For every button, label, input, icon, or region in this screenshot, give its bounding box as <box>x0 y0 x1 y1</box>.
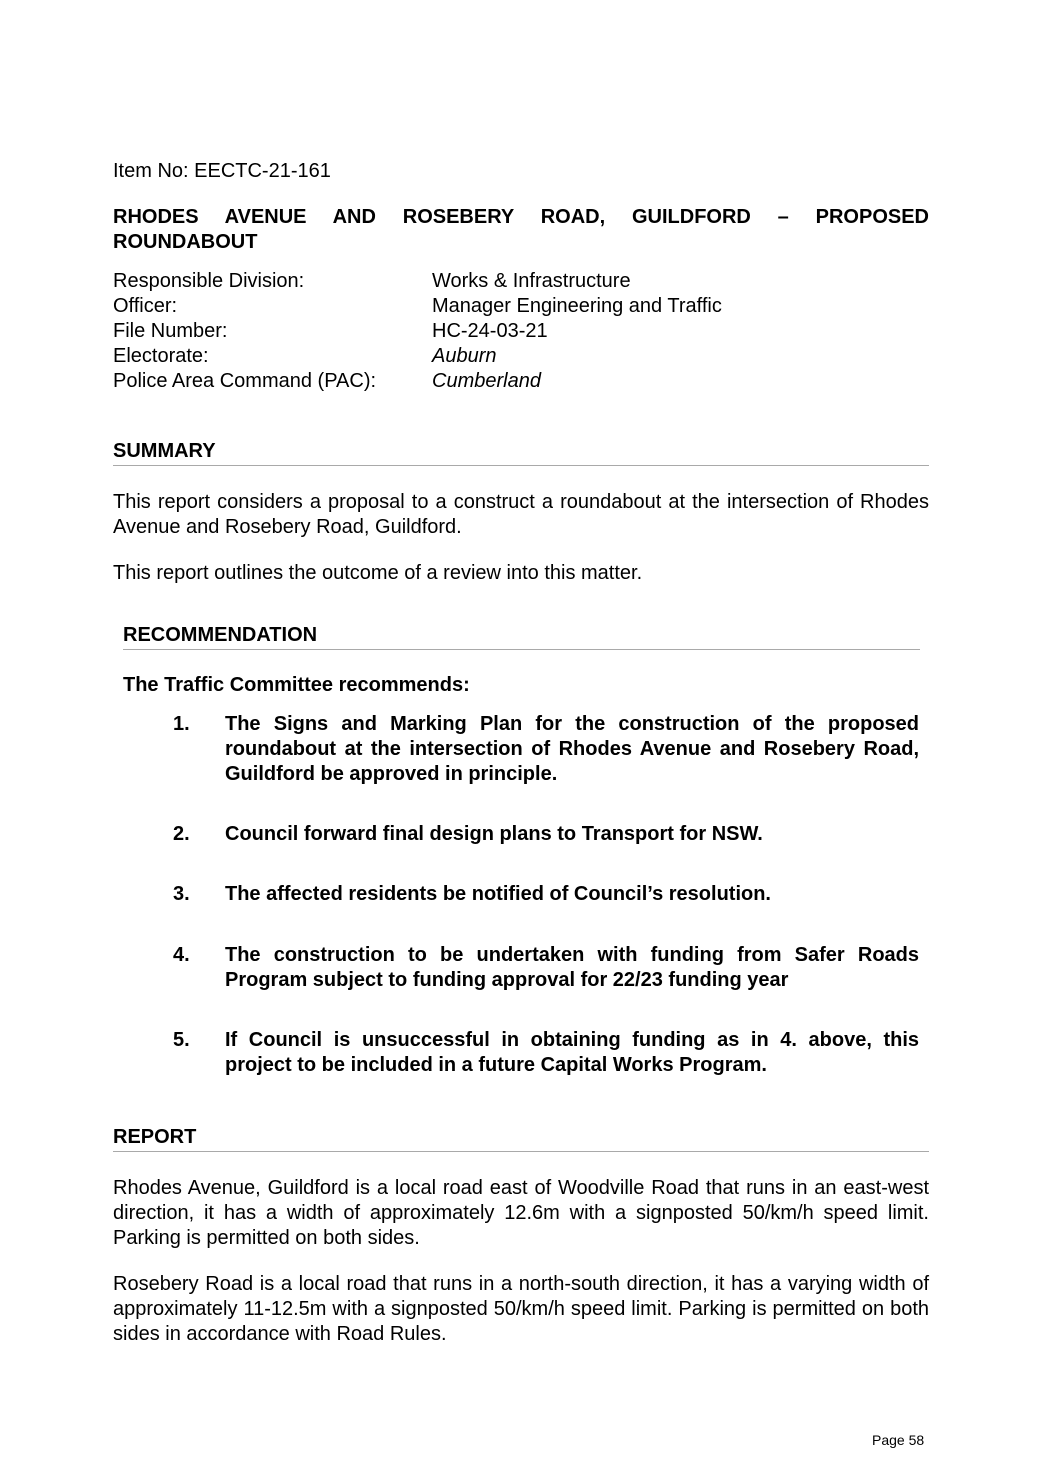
item-number-label: 5. <box>173 1029 190 1051</box>
recommendation-item <box>173 1028 919 1078</box>
report-heading: REPORT <box>113 1126 929 1152</box>
summary-heading: SUMMARY <box>113 440 929 466</box>
meta-label: Officer: <box>113 295 178 317</box>
summary-paragraph: This report outlines the outcome of a review into this matter. <box>113 562 643 584</box>
recommendation-item <box>173 712 919 787</box>
recommendation-intro: The Traffic Committee recommends: <box>123 674 470 696</box>
report-title: RHODES AVENUE AND ROSEBERY ROAD, GUILDFORD – PROPOSED ROUNDABOUT <box>113 206 929 253</box>
meta-value: Cumberland <box>432 370 541 392</box>
report-paragraph: Rhodes Avenue, Guildford is a local road east of Woodville Road that runs in an east-west direction, it has a width of approximately 12.6m with a signposted 50/km/h speed limit. Parking is permitted on both sides. <box>113 1177 929 1249</box>
item-number-label: 1. <box>173 713 190 735</box>
meta-row-pac <box>113 369 722 394</box>
metadata-table <box>113 269 722 394</box>
recommendation-item <box>173 882 919 907</box>
meta-row-officer <box>113 294 722 319</box>
meta-label: Electorate: <box>113 345 209 367</box>
item-number-label: 3. <box>173 883 190 905</box>
meta-value: HC-24-03-21 <box>432 320 548 342</box>
item-text: The construction to be undertaken with funding from Safer Roads Program subject to funding approval for 22/23 funding year <box>225 944 919 991</box>
item-number-label: 4. <box>173 944 190 966</box>
summary-paragraph: This report considers a proposal to a construct a roundabout at the intersection of Rhodes Avenue and Rosebery Road, Guildford. <box>113 491 929 538</box>
item-text: The affected residents be notified of Council’s resolution. <box>225 883 771 905</box>
meta-label: Responsible Division: <box>113 270 305 292</box>
recommendation-item <box>173 822 919 847</box>
document-page <box>113 0 929 1484</box>
meta-row-division <box>113 269 722 294</box>
item-text: If Council is unsuccessful in obtaining funding as in 4. above, this project to be included in a future Capital Works Program. <box>225 1029 919 1076</box>
meta-label: Police Area Command (PAC): <box>113 370 377 392</box>
meta-row-electorate <box>113 344 722 369</box>
item-number: Item No: EECTC-21-161 <box>113 160 331 182</box>
recommendation-heading: RECOMMENDATION <box>123 624 920 650</box>
report-paragraph: Rosebery Road is a local road that runs in a north-south direction, it has a varying width of approximately 11-12.5m with a signposted 50/km/h speed limit. Parking is permitted on both sides in accordance with Road Rules. <box>113 1273 929 1345</box>
meta-value: Auburn <box>432 345 497 367</box>
meta-label: File Number: <box>113 320 228 342</box>
page-number: Page 58 <box>872 1432 925 1448</box>
item-text: Council forward final design plans to Transport for NSW. <box>225 823 763 845</box>
recommendation-item <box>173 943 919 993</box>
meta-value: Works & Infrastructure <box>432 270 631 292</box>
meta-row-file-number <box>113 319 722 344</box>
meta-value: Manager Engineering and Traffic <box>432 295 722 317</box>
item-text: The Signs and Marking Plan for the construction of the proposed roundabout at the intersection of Rhodes Avenue and Rosebery Road, Guildford be approved in principle. <box>225 713 919 785</box>
item-number-label: 2. <box>173 823 190 845</box>
